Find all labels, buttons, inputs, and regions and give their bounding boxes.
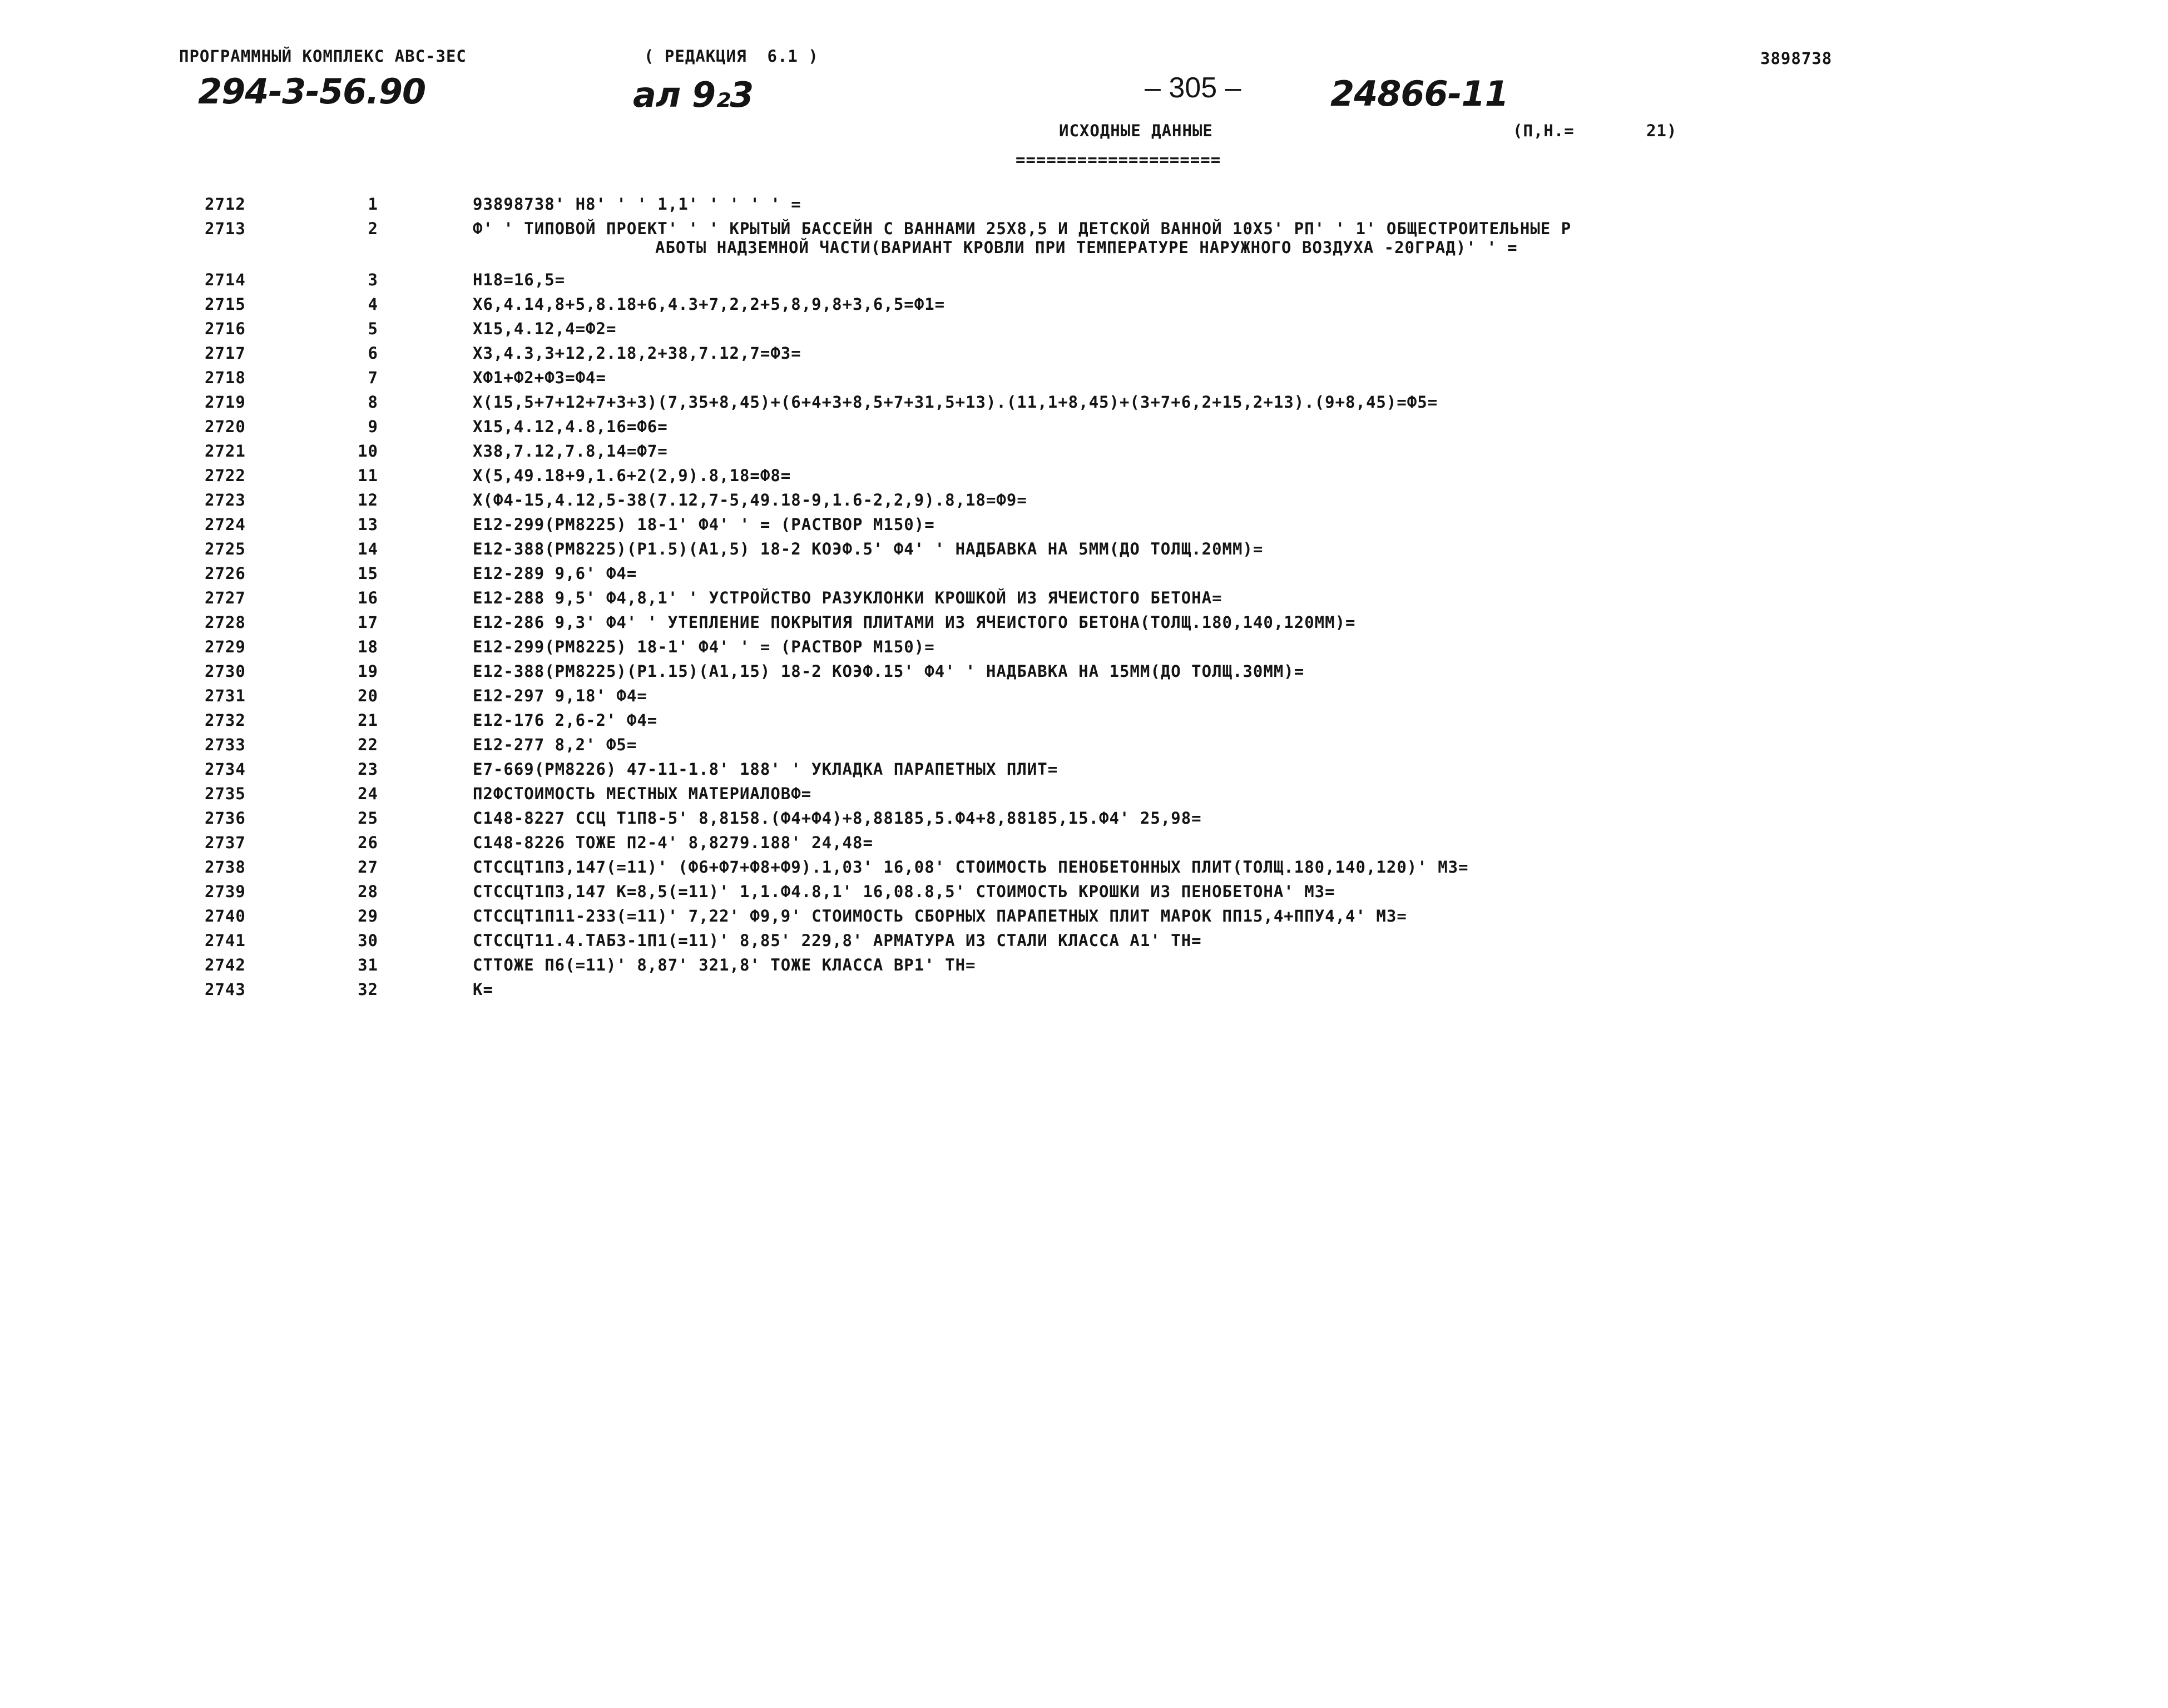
row-index: 15	[358, 564, 378, 583]
listing-rows	[0, 195, 2168, 1004]
row-line-number: 2724	[205, 515, 246, 534]
row-text-line: ХФ1+Ф2+Ф3=Ф4=	[473, 368, 606, 387]
listing-row	[0, 833, 2168, 858]
row-index: 19	[358, 662, 378, 681]
row-index: 29	[358, 907, 378, 925]
row-text	[473, 637, 2119, 656]
row-text-line: Е12-297 9,18' Ф4=	[473, 686, 647, 705]
row-text	[473, 393, 2119, 412]
row-text-line: Е12-277 8,2' Ф5=	[473, 735, 637, 754]
row-line-number: 2717	[205, 344, 246, 363]
row-index: 9	[368, 417, 378, 436]
row-text	[473, 833, 2119, 852]
row-text-line: Е12-286 9,3' Ф4' ' УТЕПЛЕНИЕ ПОКРЫТИЯ ПЛИТАМИ ИЗ ЯЧЕИСТОГО БЕТОНА(ТОЛЩ.180,140,120ММ)=	[473, 613, 1356, 632]
row-index: 20	[358, 686, 378, 705]
row-line-number: 2721	[205, 442, 246, 461]
row-text-line: 93898738' Н8' ' ' 1,1' ' ' ' ' =	[473, 195, 801, 214]
row-text-line: СТТОЖЕ П6(=11)' 8,87' 321,8' ТОЖЕ КЛАССА ВР1' ТН=	[473, 956, 976, 974]
row-line-number: 2742	[205, 956, 246, 974]
row-line-number: 2735	[205, 784, 246, 803]
row-line-number: 2741	[205, 931, 246, 950]
listing-row	[0, 662, 2168, 686]
listing-row	[0, 344, 2168, 368]
row-text	[473, 539, 2119, 558]
handwritten-document-number: 24866-11	[1330, 73, 1508, 114]
listing-row	[0, 539, 2168, 564]
row-text	[473, 662, 2119, 681]
row-text-line: С148-8227 ССЦ Т1П8-5' 8,8158.(Ф4+Ф4)+8,88185,5.Ф4+8,88185,15.Ф4' 25,98=	[473, 809, 1202, 828]
row-text	[473, 564, 2119, 583]
row-line-number: 2740	[205, 907, 246, 925]
listing-row	[0, 980, 2168, 1004]
row-text-line: Е7-669(РМ8226) 47-11-1.8' 188' ' УКЛАДКА ПАРАПЕТНЫХ ПЛИТ=	[473, 760, 1058, 779]
document-code: 3898738	[1760, 49, 1833, 68]
row-text-line: Е12-176 2,6-2' Ф4=	[473, 711, 658, 730]
row-text	[473, 613, 2119, 632]
row-text	[473, 760, 2119, 779]
listing-row	[0, 393, 2168, 417]
row-index: 26	[358, 833, 378, 852]
page-number: – 305 –	[1145, 72, 1241, 104]
row-text	[473, 882, 2119, 901]
row-index: 10	[358, 442, 378, 461]
row-text	[473, 784, 2119, 803]
row-index: 1	[368, 195, 378, 214]
row-line-number: 2736	[205, 809, 246, 828]
row-index: 8	[368, 393, 378, 412]
row-text	[473, 466, 2119, 485]
section-title: ИСХОДНЫЕ ДАННЫЕ	[1059, 121, 1213, 140]
row-line-number: 2712	[205, 195, 246, 214]
row-index: 6	[368, 344, 378, 363]
row-text-line: СТССЦТ1П3,147 К=8,5(=11)' 1,1.Ф4.8,1' 16,08.8,5' СТОИМОСТЬ КРОШКИ ИЗ ПЕНОБЕТОНА' М3=	[473, 882, 1335, 901]
row-index: 30	[358, 931, 378, 950]
row-text-line: Ф' ' ТИПОВОЙ ПРОЕКТ' ' ' КРЫТЫЙ БАССЕЙН С ВАННАМИ 25Х8,5 И ДЕТСКОЙ ВАННОЙ 10Х5' РП' ' 1' ОБЩЕСТРОИТЕЛЬНЫЕ Р	[473, 219, 1572, 238]
row-text	[473, 295, 2119, 314]
row-line-number: 2733	[205, 735, 246, 754]
listing-row	[0, 195, 2168, 219]
page-reference: (П,Н.= 21)	[1513, 121, 1677, 140]
title-underline: ====================	[1016, 150, 1221, 169]
row-index: 13	[358, 515, 378, 534]
row-text	[473, 417, 2119, 436]
row-text	[473, 270, 2119, 289]
listing-row	[0, 219, 2168, 270]
row-text	[473, 980, 2119, 999]
listing-row	[0, 442, 2168, 466]
row-line-number: 2719	[205, 393, 246, 412]
row-text	[473, 956, 2119, 974]
row-index: 24	[358, 784, 378, 803]
row-line-number: 2728	[205, 613, 246, 632]
listing-row	[0, 735, 2168, 760]
row-text-line: СТССЦТ1П3,147(=11)' (Ф6+Ф7+Ф8+Ф9).1,03' 16,08' СТОИМОСТЬ ПЕНОБЕТОННЫХ ПЛИТ(ТОЛЩ.180,140,120)' М3=	[473, 858, 1469, 877]
row-line-number: 2718	[205, 368, 246, 387]
row-text-line: Х6,4.14,8+5,8.18+6,4.3+7,2,2+5,8,9,8+3,6,5=Ф1=	[473, 295, 946, 314]
row-index: 22	[358, 735, 378, 754]
row-text-line: Е12-299(РМ8225) 18-1' Ф4' ' = (РАСТВОР М150)=	[473, 515, 935, 534]
listing-row	[0, 588, 2168, 613]
row-text	[473, 858, 2119, 877]
row-text-continuation: АБОТЫ НАДЗЕМНОЙ ЧАСТИ(ВАРИАНТ КРОВЛИ ПРИ ТЕМПЕРАТУРЕ НАРУЖНОГО ВОЗДУХА -20ГРАД)' ' =	[655, 238, 1518, 257]
listing-row	[0, 613, 2168, 637]
row-text-line: Е12-288 9,5' Ф4,8,1' ' УСТРОЙСТВО РАЗУКЛОНКИ КРОШКОЙ ИЗ ЯЧЕИСТОГО БЕТОНА=	[473, 588, 1222, 607]
row-line-number: 2715	[205, 295, 246, 314]
row-text	[473, 711, 2119, 730]
row-line-number: 2727	[205, 588, 246, 607]
row-index: 32	[358, 980, 378, 999]
row-line-number: 2716	[205, 319, 246, 338]
listing-row	[0, 515, 2168, 539]
listing-row	[0, 907, 2168, 931]
row-line-number: 2739	[205, 882, 246, 901]
row-text-line: Х15,4.12,4=Ф2=	[473, 319, 617, 338]
listing-row	[0, 956, 2168, 980]
row-index: 7	[368, 368, 378, 387]
row-index: 21	[358, 711, 378, 730]
row-text	[473, 686, 2119, 705]
row-text-line: Х(5,49.18+9,1.6+2(2,9).8,18=Ф8=	[473, 466, 791, 485]
row-line-number: 2722	[205, 466, 246, 485]
listing-row	[0, 295, 2168, 319]
row-text-line: К=	[473, 980, 493, 999]
row-text-line: Х3,4.3,3+12,2.18,2+38,7.12,7=Ф3=	[473, 344, 801, 363]
row-line-number: 2737	[205, 833, 246, 852]
listing-row	[0, 564, 2168, 588]
row-text	[473, 515, 2119, 534]
row-text-line: С148-8226 ТОЖЕ П2-4' 8,8279.188' 24,48=	[473, 833, 873, 852]
row-text-line: СТССЦТ11.4.ТАБ3-1П1(=11)' 8,85' 229,8' АРМАТУРА ИЗ СТАЛИ КЛАССА А1' ТН=	[473, 931, 1202, 950]
row-text	[473, 442, 2119, 461]
row-line-number: 2732	[205, 711, 246, 730]
listing-row	[0, 784, 2168, 809]
row-line-number: 2730	[205, 662, 246, 681]
row-text-line: Е12-299(РМ8225) 18-1' Ф4' ' = (РАСТВОР М150)=	[473, 637, 935, 656]
row-text-line: Н18=16,5=	[473, 270, 566, 289]
row-text	[473, 344, 2119, 363]
row-text	[473, 195, 2119, 214]
listing-row	[0, 270, 2168, 295]
listing-row	[0, 319, 2168, 344]
listing-row	[0, 491, 2168, 515]
listing-row	[0, 931, 2168, 956]
row-index: 5	[368, 319, 378, 338]
row-index: 17	[358, 613, 378, 632]
row-text-line: Х38,7.12,7.8,14=Ф7=	[473, 442, 668, 461]
row-index: 31	[358, 956, 378, 974]
row-text-line: Е12-388(РМ8225)(Р1.5)(А1,5) 18-2 КОЭФ.5' Ф4' ' НАДБАВКА НА 5ММ(ДО ТОЛЩ.20ММ)=	[473, 539, 1264, 558]
handwritten-project-number: 294-3-56.90	[198, 71, 426, 112]
row-line-number: 2729	[205, 637, 246, 656]
row-text	[473, 907, 2119, 925]
listing-row	[0, 858, 2168, 882]
listing-row	[0, 809, 2168, 833]
row-line-number: 2726	[205, 564, 246, 583]
handwritten-sheet-note: ал 9₂3	[633, 75, 754, 115]
row-text	[473, 809, 2119, 828]
row-text-line: СТССЦТ1П11-233(=11)' 7,22' Ф9,9' СТОИМОСТЬ СБОРНЫХ ПАРАПЕТНЫХ ПЛИТ МАРОК ПП15,4+ППУ4,4' М3=	[473, 907, 1407, 925]
row-index: 27	[358, 858, 378, 877]
row-text	[473, 219, 2119, 257]
row-line-number: 2713	[205, 219, 246, 238]
row-text	[473, 491, 2119, 509]
listing-row	[0, 417, 2168, 442]
row-index: 3	[368, 270, 378, 289]
row-text-line: Х15,4.12,4.8,16=Ф6=	[473, 417, 668, 436]
row-text	[473, 319, 2119, 338]
row-index: 28	[358, 882, 378, 901]
row-index: 12	[358, 491, 378, 509]
row-index: 4	[368, 295, 378, 314]
row-index: 25	[358, 809, 378, 828]
row-index: 2	[368, 219, 378, 238]
row-line-number: 2743	[205, 980, 246, 999]
row-line-number: 2734	[205, 760, 246, 779]
row-line-number: 2720	[205, 417, 246, 436]
row-text	[473, 931, 2119, 950]
row-index: 16	[358, 588, 378, 607]
row-text	[473, 368, 2119, 387]
row-text	[473, 735, 2119, 754]
listing-row	[0, 882, 2168, 907]
row-text-line: Х(Ф4-15,4.12,5-38(7.12,7-5,49.18-9,1.6-2,2,9).8,18=Ф9=	[473, 491, 1027, 509]
row-index: 11	[358, 466, 378, 485]
program-title: ПРОГРАММНЫЙ КОМПЛЕКС АВС-3ЕС	[179, 47, 467, 66]
row-text-line: Х(15,5+7+12+7+3+3)(7,35+8,45)+(6+4+3+8,5+7+31,5+13).(11,1+8,45)+(3+7+6,2+15,2+13).(9+8,45)=Ф5=	[473, 393, 1438, 412]
row-line-number: 2714	[205, 270, 246, 289]
listing-row	[0, 368, 2168, 393]
listing-row	[0, 711, 2168, 735]
row-line-number: 2731	[205, 686, 246, 705]
row-line-number: 2725	[205, 539, 246, 558]
listing-row	[0, 760, 2168, 784]
row-index: 23	[358, 760, 378, 779]
listing-row	[0, 637, 2168, 662]
row-text-line: Е12-289 9,6' Ф4=	[473, 564, 637, 583]
row-index: 14	[358, 539, 378, 558]
row-text	[473, 588, 2119, 607]
row-text-line: П2ФСТОИМОСТЬ МЕСТНЫХ МАТЕРИАЛОВФ=	[473, 784, 812, 803]
edition-label: ( РЕДАКЦИЯ 6.1 )	[644, 47, 819, 66]
row-line-number: 2723	[205, 491, 246, 509]
row-text-line: Е12-388(РМ8225)(Р1.15)(А1,15) 18-2 КОЭФ.15' Ф4' ' НАДБАВКА НА 15ММ(ДО ТОЛЩ.30ММ)=	[473, 662, 1305, 681]
listing-row	[0, 466, 2168, 491]
listing-row	[0, 686, 2168, 711]
row-line-number: 2738	[205, 858, 246, 877]
row-index: 18	[358, 637, 378, 656]
